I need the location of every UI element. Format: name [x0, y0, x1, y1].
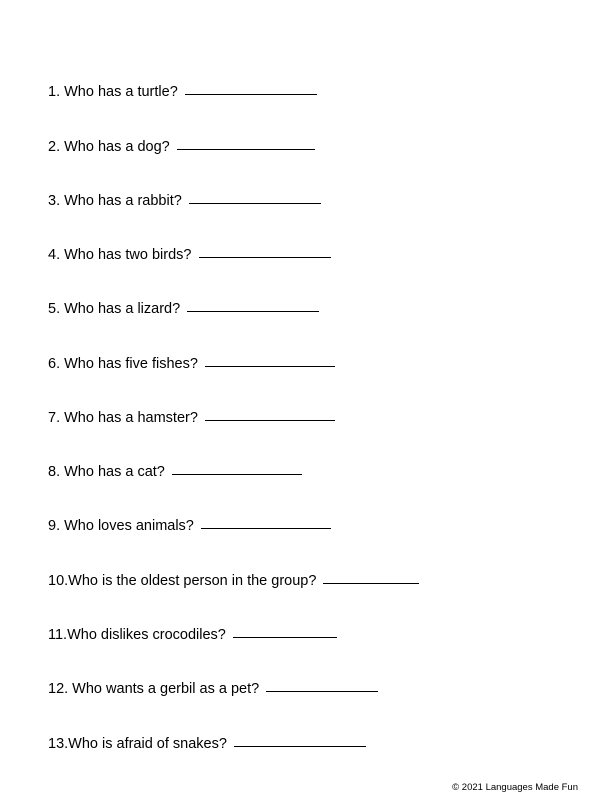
question-10-answer-line[interactable] [323, 582, 419, 584]
question-12-answer-line[interactable] [266, 690, 378, 692]
question-13-answer-line[interactable] [234, 745, 366, 747]
question-6-text: 6. Who has five fishes? [48, 356, 198, 372]
question-5-answer-line[interactable] [187, 310, 319, 312]
question-4-answer-line[interactable] [199, 256, 331, 258]
question-13 [48, 734, 366, 754]
question-12 [48, 679, 378, 699]
question-11-answer-line[interactable] [233, 636, 337, 638]
question-6 [48, 354, 335, 374]
question-1 [48, 82, 317, 102]
question-1-answer-line[interactable] [185, 93, 317, 95]
question-7 [48, 408, 335, 428]
question-13-text: 13.Who is afraid of snakes? [48, 736, 227, 752]
question-7-answer-line[interactable] [205, 419, 335, 421]
question-1-text: 1. Who has a turtle? [48, 84, 178, 100]
question-7-text: 7. Who has a hamster? [48, 410, 198, 426]
question-3-answer-line[interactable] [189, 202, 321, 204]
question-2-text: 2. Who has a dog? [48, 139, 170, 155]
copyright-notice: © 2021 Languages Made Fun [452, 782, 578, 793]
question-4-text: 4. Who has two birds? [48, 247, 192, 263]
question-3 [48, 191, 321, 211]
question-6-answer-line[interactable] [205, 365, 335, 367]
question-8-text: 8. Who has a cat? [48, 464, 165, 480]
question-9 [48, 516, 331, 536]
question-4 [48, 245, 331, 265]
question-8 [48, 462, 302, 482]
question-11 [48, 625, 337, 645]
question-2 [48, 137, 315, 157]
question-9-answer-line[interactable] [201, 527, 331, 529]
question-11-text: 11.Who dislikes crocodiles? [48, 627, 226, 643]
question-12-text: 12. Who wants a gerbil as a pet? [48, 681, 260, 697]
question-9-text: 9. Who loves animals? [48, 518, 194, 534]
question-2-answer-line[interactable] [177, 148, 315, 150]
question-5-text: 5. Who has a lizard? [48, 301, 181, 317]
question-5 [48, 299, 319, 319]
question-10 [48, 571, 419, 591]
question-10-text: 10.Who is the oldest person in the group? [48, 573, 317, 589]
question-3-text: 3. Who has a rabbit? [48, 193, 182, 209]
question-8-answer-line[interactable] [172, 473, 302, 475]
